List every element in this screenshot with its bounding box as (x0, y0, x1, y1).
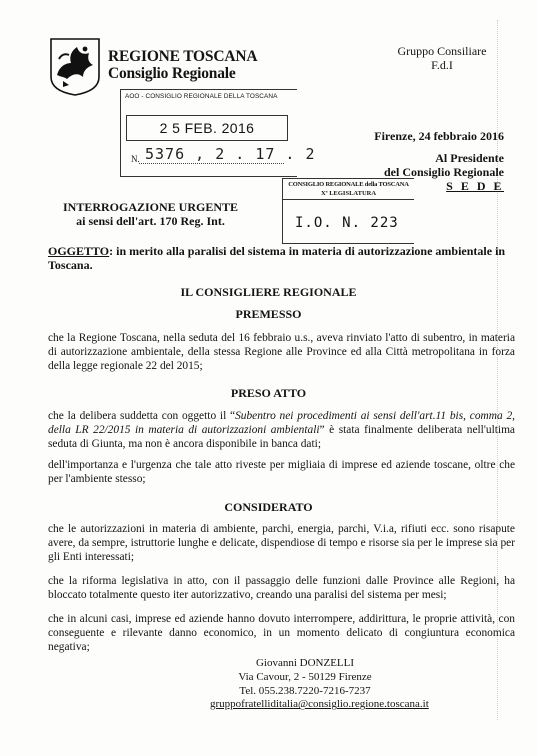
subject (48, 244, 513, 272)
signature-email[interactable]: gruppofratelliditalia@consiglio.regione.toscana.it (210, 698, 429, 711)
preso-atto-paragraph-2: dell'importanza e l'urgenza che tale atto riveste per migliaia di imprese ed aziende toscane, oltre che per l'ambiente stesso; (48, 459, 515, 486)
signature-tel: Tel. 055.238.7220-7216-7237 (239, 684, 371, 697)
addressee-line1: Al Presidente (435, 151, 504, 165)
subject-text: : in merito alla paralisi del sistema in materia di autorizzazione ambientale in Toscana. (48, 244, 506, 272)
org-line1: REGIONE TOSCANA (108, 48, 258, 65)
organization-name (108, 48, 257, 82)
group-line1: Gruppo Consiliare (397, 44, 487, 58)
premesso-paragraph: che la Regione Toscana, nella seduta del 16 febbraio u.s., aveva rinviato l'atto di subentro, in materia di autorizzazione ambientale, della stessa Regione alle Province ed alla Città metropolitana in forza della legge regionale 22 del 2015; (48, 332, 515, 373)
protocol-number-underline (139, 163, 284, 164)
org-line2: Consiglio Regionale (108, 65, 236, 82)
protocol-stamp-n-label: N. (131, 154, 140, 164)
interrogation-title: INTERROGAZIONE URGENTE (62, 200, 239, 214)
registry-stamp-rule (283, 199, 414, 200)
considerato-paragraph-2: che la riforma legislativa in atto, con il passaggio delle funzioni dalle Province alle Regioni, ha bloccato totalmente questo iter autorizzativo, creando una paralisi del sistema per mesi; (48, 575, 515, 602)
signature-name: Giovanni DONZELLI (255, 657, 355, 669)
protocol-stamp-header: AOO - CONSIGLIO REGIONALE DELLA TOSCANA (125, 93, 278, 100)
preso-atto-p1-start: che la delibera suddetta con oggetto il “ (48, 410, 236, 422)
regione-toscana-logo (49, 37, 101, 97)
interrogation-heading (48, 200, 253, 228)
registry-stamp (282, 178, 414, 244)
premesso-title: PREMESSO (235, 307, 302, 321)
group-line2: F.d.I (431, 58, 453, 72)
preso-atto-paragraph-1 (48, 409, 515, 452)
preso-atto-p1-end: ” è stata finalmente deliberata nell'ultima seduta di Giunta, ma non è ancora disponibile in banca dati; (48, 424, 515, 451)
registry-number: I.O. N. 223 (295, 215, 399, 231)
considerato-paragraph-1: che le autorizzazioni in materia di ambiente, parchi, energia, parchi, V.i.a, rifiuti ecc. sono risapute avere, da sempre, istruttorie lunghe e delicate, dispendiose di tempo e risorse sia per le imprese sia per gli Enti interessati; (48, 523, 515, 564)
considerato-paragraph-3: che in alcuni casi, imprese ed aziende hanno dovuto interrompere, addirittura, le proprie attività, con conseguente e rilevante danno economico, in un momento delicato di congiuntura economica negativa; (48, 613, 515, 654)
interrogation-subtitle: ai sensi dell'art. 170 Reg. Int. (76, 214, 225, 228)
political-group (392, 44, 492, 72)
protocol-stamp (120, 89, 316, 177)
place-date: Firenze, 24 febbraio 2016 (374, 129, 504, 143)
preso-atto-title: PRESO ATTO (230, 386, 307, 400)
preso-atto-p1-italic: Subentro nei procedimenti ai sensi dell'art.11 bis, comma 2, della LR 22/2015 in materia di autorizzazioni ambientali (48, 410, 515, 437)
addressee-line2: del Consiglio Regionale (383, 165, 504, 179)
signature-block (210, 657, 429, 712)
registry-stamp-line2: Xª LEGISLATURA (320, 190, 377, 197)
considerato-title: CONSIDERATO (224, 500, 313, 514)
signature-street: Via Cavour, 2 - 50129 Firenze (238, 670, 372, 683)
protocol-stamp-date: 2 5 FEB. 2016 (126, 115, 288, 141)
registry-stamp-line1: CONSIGLIO REGIONALE della TOSCANA (288, 181, 409, 188)
protocol-number: 5376 , 2 . 17 . 2 (145, 145, 316, 163)
addressee-line3: S E D E (446, 179, 504, 193)
subject-label: OGGETTO (48, 244, 110, 258)
consigliere-title: IL CONSIGLIERE REGIONALE (180, 285, 357, 299)
